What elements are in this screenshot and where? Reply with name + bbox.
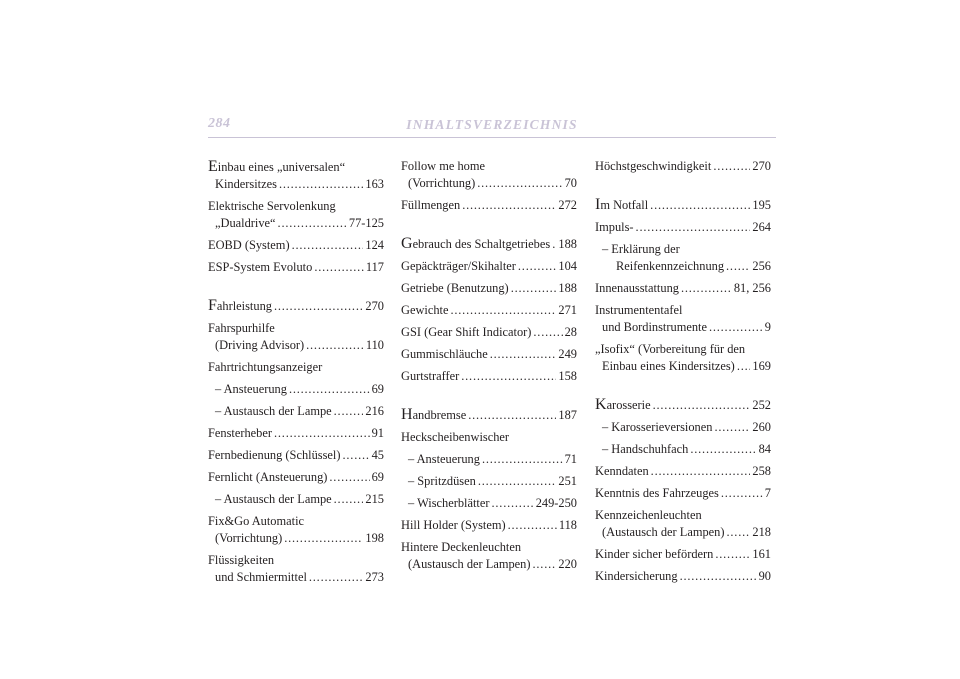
entry-label: „Dualdrive“	[215, 216, 276, 230]
entry-label: Fix&Go Automatic	[208, 514, 305, 528]
page-ref: 220	[558, 557, 577, 571]
page-ref: 81, 256	[733, 281, 771, 295]
index-column-3	[595, 158, 771, 590]
leader-dots	[309, 569, 364, 586]
page-ref: 91	[371, 426, 384, 440]
entry-label: Füllmengen	[401, 198, 461, 212]
entry-label: Gurtstraffer	[401, 369, 460, 383]
page-header	[208, 116, 776, 140]
index-line	[595, 524, 771, 541]
index-entry	[595, 546, 771, 563]
entry-label: – Handschuhfach	[602, 442, 689, 456]
index-line	[595, 485, 771, 502]
leader-dots	[552, 236, 556, 253]
entry-label: ESP-System Evoluto	[208, 260, 313, 274]
index-line	[208, 425, 384, 442]
index-line	[595, 441, 771, 458]
index-entry	[208, 425, 384, 442]
header-rule	[208, 137, 776, 138]
leader-dots	[727, 524, 751, 541]
index-line	[595, 302, 771, 319]
entry-label: Getriebe (Benutzung)	[401, 281, 509, 295]
index-entry	[401, 406, 577, 424]
page-ref: 158	[558, 369, 577, 383]
entry-label: Gebrauch des Schaltgetriebes	[401, 235, 551, 252]
index-entry	[401, 473, 577, 490]
leader-dots	[690, 441, 756, 458]
index-entry	[595, 419, 771, 436]
index-line	[208, 259, 384, 276]
index-line	[208, 530, 384, 547]
leader-dots	[714, 419, 750, 436]
page-ref: 251	[558, 474, 577, 488]
index-line	[401, 451, 577, 468]
leader-dots	[274, 298, 363, 315]
entry-label: Heckscheibenwischer	[401, 430, 510, 444]
page-ref: 124	[365, 238, 384, 252]
index-entry	[208, 403, 384, 420]
index-line	[595, 396, 771, 414]
index-entry	[208, 552, 384, 586]
page-ref: 104	[558, 259, 577, 273]
index-line	[208, 552, 384, 569]
leader-dots	[292, 237, 364, 254]
leader-dots	[511, 280, 557, 297]
entry-label: Einbau eines Kindersitzes)	[602, 359, 735, 373]
leader-dots	[279, 176, 363, 193]
index-line	[595, 258, 771, 275]
page-ref: 272	[558, 198, 577, 212]
index-entry	[595, 485, 771, 502]
index-entry	[208, 381, 384, 398]
page-ref: 271	[558, 303, 577, 317]
index-line	[208, 320, 384, 337]
page-ref: 218	[752, 525, 771, 539]
index-line	[595, 319, 771, 336]
leader-dots	[284, 530, 363, 547]
index-entry	[208, 259, 384, 276]
entry-label: (Driving Advisor)	[215, 338, 305, 352]
entry-label: Fernlicht (Ansteuerung)	[208, 470, 328, 484]
page-ref: 187	[558, 408, 577, 422]
index-line	[208, 215, 384, 232]
page-ref: 77-125	[348, 216, 384, 230]
page-ref: 161	[752, 547, 771, 561]
entry-label: Gepäckträger/Skihalter	[401, 259, 516, 273]
index-entry	[401, 517, 577, 534]
leader-dots	[680, 568, 757, 585]
leader-dots	[508, 517, 557, 534]
page-ref: 260	[752, 420, 771, 434]
index-entry	[595, 158, 771, 175]
page-ref: 258	[752, 464, 771, 478]
index-line	[401, 324, 577, 341]
page-ref: 198	[365, 531, 384, 545]
page-ref: 70	[564, 176, 577, 190]
leader-dots	[726, 258, 750, 275]
leader-dots	[462, 197, 556, 214]
entry-label: (Vorrichtung)	[215, 531, 283, 545]
leader-dots	[492, 495, 534, 512]
entry-label: – Austausch der Lampe	[215, 404, 332, 418]
index-line	[401, 517, 577, 534]
index-line	[208, 176, 384, 193]
index-line	[401, 429, 577, 446]
leader-dots	[478, 473, 557, 490]
page-ref: 252	[752, 398, 771, 412]
index-line	[401, 197, 577, 214]
index-entry	[401, 158, 577, 192]
index-line	[401, 556, 577, 573]
leader-dots	[651, 463, 751, 480]
leader-dots	[681, 280, 732, 297]
index-line	[401, 280, 577, 297]
index-entry	[595, 463, 771, 480]
page-ref: 216	[365, 404, 384, 418]
index-entry	[401, 324, 577, 341]
entry-label: Innenausstattung	[595, 281, 679, 295]
entry-label: (Austausch der Lampen)	[602, 525, 725, 539]
page-ref: 264	[752, 220, 771, 234]
index-line	[208, 381, 384, 398]
leader-dots	[709, 319, 763, 336]
entry-label: Kenndaten	[595, 464, 649, 478]
index-line	[595, 358, 771, 375]
entry-label: EOBD (System)	[208, 238, 290, 252]
leader-dots	[533, 324, 562, 341]
page-ref: 215	[365, 492, 384, 506]
entry-label: Gummischläuche	[401, 347, 488, 361]
page-ref: 188	[558, 237, 577, 251]
index-entry	[595, 241, 771, 275]
leader-dots	[329, 469, 369, 486]
leader-dots	[737, 358, 751, 375]
index-line	[208, 569, 384, 586]
index-entry	[208, 359, 384, 376]
index-line	[595, 463, 771, 480]
entry-label: Hill Holder (System)	[401, 518, 506, 532]
leader-dots	[278, 215, 347, 232]
page-ref: 249	[558, 347, 577, 361]
index-line	[208, 469, 384, 486]
index-line	[595, 196, 771, 214]
page-ref: 249-250	[535, 496, 577, 510]
entry-label: Höchstgeschwindigkeit	[595, 159, 712, 173]
leader-dots	[334, 491, 364, 508]
index-line	[401, 406, 577, 424]
index-entry	[595, 219, 771, 236]
page-ref: 69	[371, 382, 384, 396]
index-entry	[401, 539, 577, 573]
entry-label: Im Notfall	[595, 196, 649, 213]
index-entry	[401, 280, 577, 297]
index-entry	[595, 280, 771, 297]
leader-dots	[334, 403, 364, 420]
page-ref: 9	[764, 320, 771, 334]
entry-label: (Austausch der Lampen)	[408, 557, 531, 571]
entry-label: und Schmiermittel	[215, 570, 307, 584]
entry-label: Impuls-	[595, 220, 634, 234]
entry-label: Hintere Deckenleuchten	[401, 540, 522, 554]
leader-dots	[518, 258, 557, 275]
index-column-1	[208, 158, 384, 591]
index-line	[595, 158, 771, 175]
index-line	[595, 507, 771, 524]
leader-dots	[343, 447, 370, 464]
index-entry	[595, 396, 771, 414]
leader-dots	[289, 381, 370, 398]
page-ref: 273	[365, 570, 384, 584]
entry-label: GSI (Gear Shift Indicator)	[401, 325, 532, 339]
entry-label: – Ansteuerung	[408, 452, 480, 466]
entry-label: Handbremse	[401, 406, 467, 423]
index-entry	[401, 302, 577, 319]
entry-label: Instrumententafel	[595, 303, 683, 317]
index-line	[595, 341, 771, 358]
leader-dots	[650, 197, 750, 214]
leader-dots	[653, 397, 751, 414]
entry-label: Follow me home	[401, 159, 485, 173]
index-line	[595, 546, 771, 563]
page-ref: 188	[558, 281, 577, 295]
leader-dots	[468, 407, 556, 424]
index-line	[401, 473, 577, 490]
index-line	[595, 568, 771, 585]
entry-label: Karosserie	[595, 396, 651, 413]
index-line	[595, 280, 771, 297]
leader-dots	[490, 346, 557, 363]
index-line	[401, 346, 577, 363]
entry-label: Fahrleistung	[208, 297, 272, 314]
index-column-2	[401, 158, 577, 578]
entry-label: Fensterheber	[208, 426, 272, 440]
index-line	[401, 158, 577, 175]
index-line	[595, 219, 771, 236]
leader-dots	[477, 175, 562, 192]
entry-label: Kinder sicher befördern	[595, 547, 714, 561]
index-entry	[208, 447, 384, 464]
page-ref: 84	[758, 442, 771, 456]
page-ref: 117	[365, 260, 384, 274]
index-line	[595, 241, 771, 258]
index-entry	[401, 429, 577, 446]
index-entry	[595, 441, 771, 458]
page-ref: 270	[752, 159, 771, 173]
index-entry	[401, 235, 577, 253]
leader-dots	[715, 546, 750, 563]
index-line	[401, 368, 577, 385]
entry-label: – Spritzdüsen	[408, 474, 476, 488]
page-ref: 118	[558, 518, 577, 532]
entry-label: Fernbedienung (Schlüssel)	[208, 448, 341, 462]
index-entry	[208, 491, 384, 508]
index-entry	[208, 513, 384, 547]
page-ref: 163	[365, 177, 384, 191]
index-entry	[208, 158, 384, 193]
entry-label: Flüssigkeiten	[208, 553, 275, 567]
index-entry	[208, 297, 384, 315]
index-line	[208, 337, 384, 354]
index-line	[208, 513, 384, 530]
leader-dots	[721, 485, 763, 502]
index-line	[208, 491, 384, 508]
entry-label: – Austausch der Lampe	[215, 492, 332, 506]
entry-label: Kenntnis des Fahrzeuges	[595, 486, 719, 500]
entry-label: Fahrtrichtungsanzeiger	[208, 360, 323, 374]
entry-label: Einbau eines „universalen“	[208, 158, 346, 175]
index-entry	[595, 341, 771, 375]
index-line	[208, 447, 384, 464]
entry-label: Fahrspurhilfe	[208, 321, 275, 335]
entry-label: – Wischerblätter	[408, 496, 490, 510]
index-line	[208, 198, 384, 215]
index-entry	[401, 258, 577, 275]
page-number: 284	[208, 116, 231, 131]
index-line	[401, 175, 577, 192]
entry-label: „Isofix“ (Vorbereitung für den	[595, 342, 746, 356]
page-ref: 69	[371, 470, 384, 484]
index-entry	[401, 495, 577, 512]
entry-label: – Karosserieversionen	[602, 420, 713, 434]
index-line	[208, 158, 384, 176]
index-entry	[595, 568, 771, 585]
page-ref: 256	[752, 259, 771, 273]
index-entry	[208, 198, 384, 232]
page-ref: 71	[564, 452, 577, 466]
index-entry	[208, 320, 384, 354]
leader-dots	[306, 337, 364, 354]
index-line	[401, 539, 577, 556]
index-line	[401, 302, 577, 319]
index-entry	[595, 196, 771, 214]
page-ref: 110	[365, 338, 384, 352]
page-ref: 90	[758, 569, 771, 583]
entry-label: – Ansteuerung	[215, 382, 287, 396]
index-entry	[401, 346, 577, 363]
leader-dots	[713, 158, 750, 175]
entry-label: Kennzeichenleuchten	[595, 508, 702, 522]
index-entry	[595, 302, 771, 336]
entry-label: Kindersicherung	[595, 569, 678, 583]
index-entry	[208, 237, 384, 254]
index-line	[401, 258, 577, 275]
index-entry	[401, 451, 577, 468]
index-line	[401, 495, 577, 512]
leader-dots	[533, 556, 557, 573]
index-line	[401, 235, 577, 253]
index-line	[208, 237, 384, 254]
page-ref: 7	[764, 486, 771, 500]
running-title: INHALTSVERZEICHNIS	[406, 117, 578, 132]
leader-dots	[636, 219, 751, 236]
index-line	[208, 403, 384, 420]
leader-dots	[450, 302, 556, 319]
leader-dots	[314, 259, 364, 276]
index-entry	[208, 469, 384, 486]
leader-dots	[274, 425, 370, 442]
index-line	[208, 359, 384, 376]
entry-label: Kindersitzes	[215, 177, 277, 191]
page-ref: 169	[752, 359, 771, 373]
entry-label: und Bordinstrumente	[602, 320, 707, 334]
page-ref: 195	[752, 198, 771, 212]
entry-label: (Vorrichtung)	[408, 176, 476, 190]
leader-dots	[482, 451, 563, 468]
index-entry	[401, 368, 577, 385]
leader-dots	[461, 368, 556, 385]
index-line	[595, 419, 771, 436]
page-ref: 28	[564, 325, 577, 339]
entry-label: – Erklärung der	[602, 242, 680, 256]
entry-label: Elektrische Servolenkung	[208, 199, 336, 213]
index-entry	[401, 197, 577, 214]
page-ref: 270	[365, 299, 384, 313]
index-entry	[595, 507, 771, 541]
index-line	[208, 297, 384, 315]
entry-label: Reifenkennzeichnung	[616, 259, 725, 273]
page-ref: 45	[371, 448, 384, 462]
entry-label: Gewichte	[401, 303, 449, 317]
